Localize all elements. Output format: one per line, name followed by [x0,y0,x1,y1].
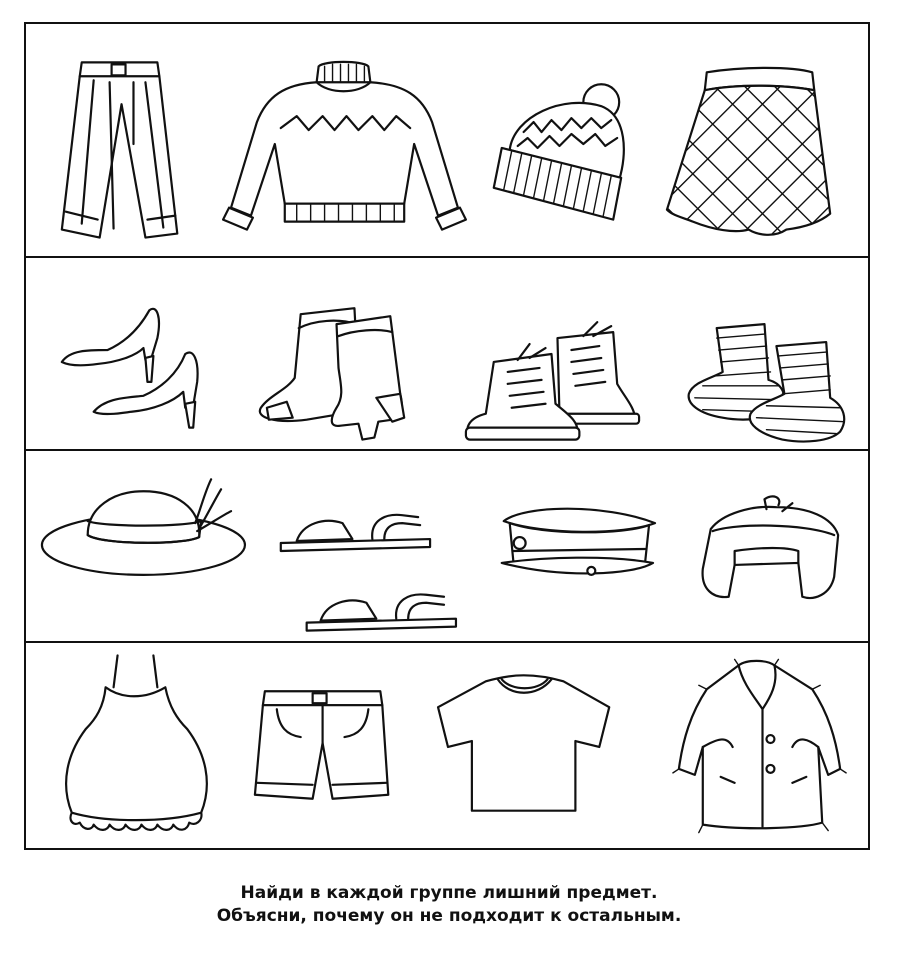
rubber-boots-icon[interactable] [260,308,404,439]
t-shirt-icon[interactable] [438,675,609,810]
group-1-drawing [26,24,868,256]
group-4-row [26,641,868,850]
high-heels-icon[interactable] [62,309,198,428]
group-2-row [26,256,868,451]
group-4-drawing [26,643,868,850]
worksheet-frame [24,22,870,850]
striped-socks-icon[interactable] [689,324,845,441]
group-3-row [26,449,868,643]
knit-hat-icon[interactable] [494,84,624,219]
group-3-drawing [26,451,868,643]
instructions-line-1: Найди в каждой группе лишний предмет. [240,883,658,903]
brimmed-hat-icon[interactable] [42,479,245,575]
instructions-line-2: Объясни, почему он не подходит к остальным. [216,906,682,926]
group-1-row [26,24,868,256]
lace-up-boots-icon[interactable] [466,322,639,439]
group-2-drawing [26,258,868,451]
fur-hat-icon[interactable] [703,496,839,598]
sweater-icon[interactable] [223,62,466,230]
instructions-text [0,882,898,928]
peaked-cap-icon[interactable] [502,509,655,575]
shorts-icon[interactable] [255,691,388,798]
sandals-icon[interactable] [281,515,456,631]
fur-coat-icon[interactable] [673,659,846,832]
checked-skirt-icon[interactable] [643,64,852,253]
pants-icon[interactable] [62,62,177,237]
sundress-icon[interactable] [66,655,207,829]
